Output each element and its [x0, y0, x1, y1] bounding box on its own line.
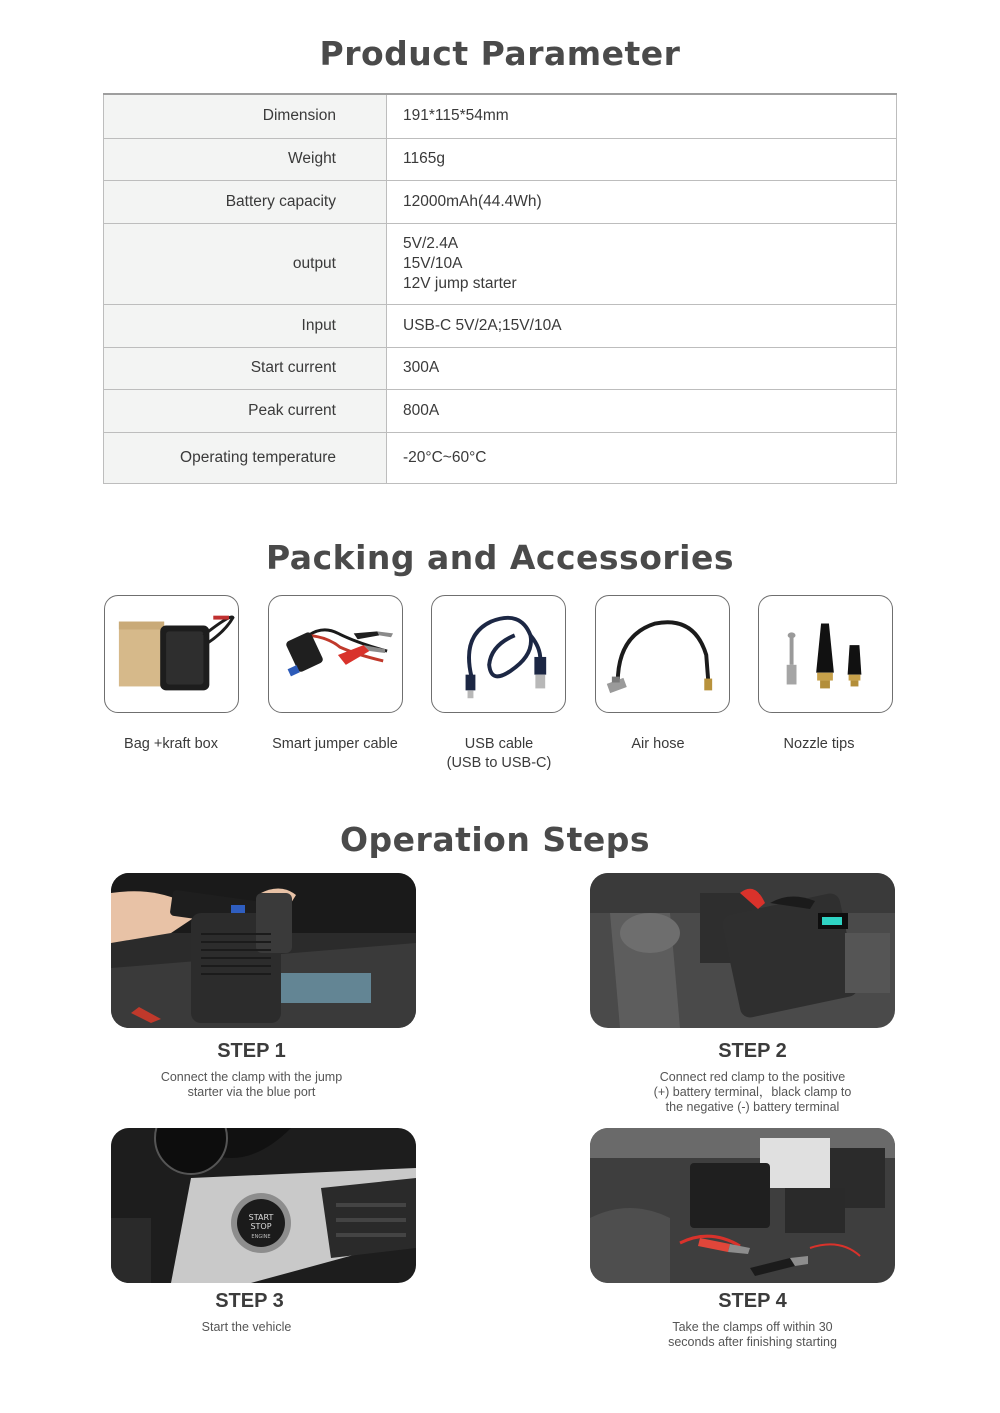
- table-row: [104, 389, 897, 432]
- nozzle-tips-icon: [759, 596, 892, 712]
- step-4-photo: [590, 1128, 895, 1283]
- param-value: 300A: [387, 347, 897, 389]
- step-desc-line: Connect the clamp with the jump: [160, 1070, 343, 1084]
- air-hose-image: [595, 595, 730, 713]
- jumper-cable-icon: [269, 596, 402, 712]
- operation-steps-title: Operation Steps: [339, 820, 651, 859]
- param-value: -20°C~60°C: [387, 432, 897, 483]
- hand-connecting-clamp-icon: [111, 873, 416, 1028]
- step-desc-line: seconds after finishing starting: [668, 1335, 837, 1349]
- step-desc-line: (+) battery terminal，black clamp to: [653, 1085, 852, 1099]
- output-line: 12V jump starter: [403, 274, 517, 292]
- step-title: STEP 3: [215, 1290, 284, 1312]
- step-title: STEP 1: [217, 1040, 286, 1062]
- air-hose-icon: [596, 596, 729, 712]
- step-desc-line: starter via the blue port: [187, 1085, 316, 1099]
- bag-and-box-icon: [105, 596, 238, 712]
- bag-box-image: [104, 595, 239, 713]
- step-desc-line: the negative (-) battery terminal: [665, 1100, 840, 1114]
- param-value: 800A: [387, 389, 897, 432]
- start-stop-button-icon: [111, 1128, 416, 1283]
- accessory-label: Smart jumper cable: [272, 736, 398, 752]
- step-1-photo: [111, 873, 416, 1028]
- param-value: 1165g: [387, 138, 897, 180]
- jumper-cable-image: [268, 595, 403, 713]
- table-row: [104, 138, 897, 180]
- table-row: [104, 347, 897, 389]
- table-row: [104, 432, 897, 483]
- step-desc-line: Take the clamps off within 30: [672, 1320, 833, 1334]
- table-row: [104, 223, 897, 304]
- param-value: 191*115*54mm: [387, 94, 897, 138]
- packing-accessories-title: Packing and Accessories: [266, 538, 734, 577]
- param-key: Weight: [104, 138, 387, 180]
- start-button-text: START: [248, 1213, 274, 1222]
- output-line: 5V/2.4A: [403, 234, 459, 252]
- accessory-label: Air hose: [631, 736, 685, 752]
- stop-button-text: STOP: [250, 1222, 272, 1231]
- product-parameter-title: Product Parameter: [319, 34, 681, 73]
- step-description: [600, 1070, 905, 1115]
- step-desc-line: Connect red clamp to the positive: [659, 1070, 846, 1084]
- engine-button-text: ENGINE: [251, 1234, 271, 1240]
- accessory-label: Nozzle tips: [783, 736, 855, 752]
- usb-cable-label: USB cable: [464, 736, 534, 752]
- param-key: Peak current: [104, 389, 387, 432]
- parameter-table: [103, 93, 897, 484]
- param-key: Start current: [104, 347, 387, 389]
- nozzle-tips-image: [758, 595, 893, 713]
- table-row: [104, 180, 897, 223]
- accessory-label: Bag +kraft box: [124, 736, 218, 752]
- param-key: Operating temperature: [104, 432, 387, 483]
- step-title: STEP 4: [718, 1290, 787, 1312]
- param-key: Input: [104, 304, 387, 347]
- table-row: [104, 94, 897, 138]
- step-description: [600, 1320, 905, 1350]
- param-key: Battery capacity: [104, 180, 387, 223]
- output-line: 15V/10A: [403, 254, 463, 272]
- usb-cable-icon: [432, 596, 565, 712]
- param-key: output: [104, 223, 387, 304]
- step-2-photo: [590, 873, 895, 1028]
- usb-cable-image: [431, 595, 566, 713]
- table-row: [104, 304, 897, 347]
- step-3-photo: [111, 1128, 416, 1283]
- step-description: [94, 1320, 399, 1335]
- step-description: [99, 1070, 404, 1100]
- param-value: USB-C 5V/2A;15V/10A: [387, 304, 897, 347]
- step-desc-line: Start the vehicle: [201, 1320, 292, 1334]
- param-value: 12000mAh(44.4Wh): [387, 180, 897, 223]
- param-value: [387, 223, 897, 304]
- param-key: Dimension: [104, 94, 387, 138]
- clamps-on-battery-icon: [590, 873, 895, 1028]
- step-title: STEP 2: [718, 1040, 787, 1062]
- accessory-label: [414, 735, 584, 773]
- engine-bay-clamps-icon: [590, 1128, 895, 1283]
- usb-cable-sublabel: (USB to USB-C): [446, 755, 552, 771]
